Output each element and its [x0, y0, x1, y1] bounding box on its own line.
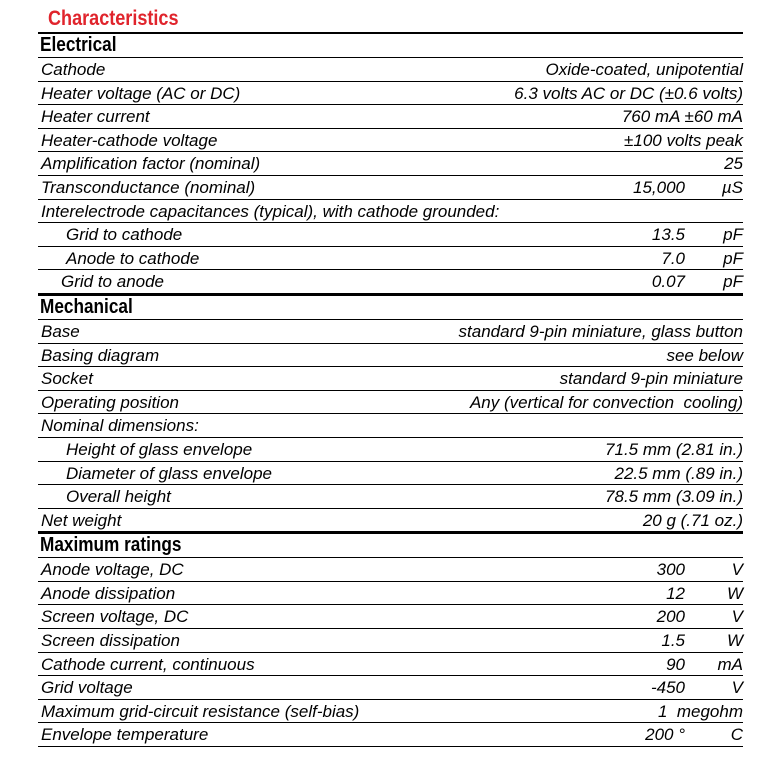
spec-row-height-glass-envelope: [38, 438, 743, 462]
characteristics-sheet: [38, 6, 743, 747]
spec-unit: W: [726, 631, 743, 651]
spec-row-anode-to-cathode: [38, 247, 743, 271]
spec-unit: V: [731, 560, 743, 580]
spec-value: 71.5 mm (2.81 in.): [605, 439, 743, 459]
spec-label: Basing diagram: [41, 345, 160, 365]
spec-label: Screen voltage, DC: [41, 607, 189, 627]
spec-label: Grid to cathode: [66, 225, 183, 245]
spec-label: Operating position: [41, 392, 179, 412]
spec-number: -450: [650, 678, 685, 698]
section-heading-mechanical-text: Mechanical: [40, 295, 133, 318]
spec-label: Cathode current, continuous: [41, 654, 255, 674]
spec-label: Height of glass envelope: [66, 439, 253, 459]
spec-value: 25: [724, 154, 743, 174]
spec-unit: µS: [721, 177, 743, 197]
spec-row-grid-to-cathode: [38, 223, 743, 247]
spec-row-transconductance: [38, 176, 743, 200]
spec-label: Maximum grid-circuit resistance (self-bias): [41, 701, 360, 721]
spec-row-grid-to-anode: [38, 270, 743, 294]
spec-label: Heater current: [41, 107, 150, 127]
spec-label: Net weight: [41, 510, 122, 530]
spec-value: see below: [666, 345, 743, 365]
spec-row-heater-cathode-voltage: [38, 129, 743, 153]
spec-value: 6.3 volts AC or DC (±0.6 volts): [514, 83, 743, 103]
spec-label: Transconductance (nominal): [41, 177, 256, 197]
page-title: Characteristics: [48, 7, 179, 30]
spec-value: 20 g (.71 oz.): [642, 510, 743, 530]
spec-number: 200: [656, 607, 685, 627]
spec-row-heater-voltage: [38, 82, 743, 106]
spec-label: Socket: [41, 369, 93, 389]
spec-label: Nominal dimensions:: [41, 416, 199, 436]
spec-row-anode-dissipation: [38, 582, 743, 606]
spec-row-cathode: [38, 58, 743, 82]
section-heading-mechanical: [38, 294, 743, 320]
spec-label: Screen dissipation: [41, 631, 180, 651]
spec-label: Anode voltage, DC: [41, 560, 184, 580]
spec-row-grid-voltage: [38, 676, 743, 700]
spec-label: Interelectrode capacitances (typical), with cathode grounded:: [41, 201, 500, 221]
spec-row-basing-diagram: [38, 344, 743, 368]
spec-unit: mA: [717, 654, 743, 674]
spec-row-heater-current: [38, 105, 743, 129]
spec-unit: V: [731, 607, 743, 627]
spec-row-cathode-current: [38, 653, 743, 677]
spec-row-interelectrode-capacitances: [38, 200, 743, 224]
spec-value: Oxide-coated, unipotential: [545, 60, 743, 79]
spec-value: Any (vertical for convection cooling): [469, 392, 743, 412]
spec-unit: pF: [723, 272, 743, 292]
spec-number: 15,000: [633, 177, 685, 197]
spec-value: 78.5 mm (3.09 in.): [605, 487, 743, 507]
spec-row-overall-height: [38, 485, 743, 509]
spec-label: Envelope temperature: [41, 725, 209, 745]
spec-value: 1 megohm: [657, 701, 743, 721]
spec-row-socket: [38, 367, 743, 391]
spec-value: standard 9-pin miniature: [559, 369, 743, 389]
spec-value: 760 mA ±60 mA: [621, 107, 743, 127]
spec-label: Grid voltage: [41, 678, 133, 698]
spec-number: 0.07: [651, 272, 685, 292]
section-heading-electrical-text: Electrical: [40, 34, 117, 56]
spec-unit: C: [730, 725, 743, 745]
spec-row-envelope-temperature: [38, 723, 743, 747]
spec-label: Heater voltage (AC or DC): [41, 83, 241, 103]
spec-number: 90: [666, 654, 685, 674]
spec-unit: pF: [723, 248, 743, 268]
spec-row-screen-voltage: [38, 605, 743, 629]
spec-number: 300: [656, 560, 685, 580]
spec-value: standard 9-pin miniature, glass button: [458, 321, 743, 341]
section-heading-maximum-ratings-text: Maximum ratings: [40, 534, 182, 557]
spec-value: 22.5 mm (.89 in.): [614, 463, 743, 483]
section-heading-maximum-ratings: [38, 532, 743, 558]
spec-label: Cathode: [41, 60, 106, 79]
spec-row-operating-position: [38, 391, 743, 415]
spec-row-anode-voltage: [38, 558, 743, 582]
spec-label: Grid to anode: [61, 272, 165, 292]
spec-row-diameter-glass-envelope: [38, 462, 743, 486]
spec-row-base: [38, 320, 743, 344]
spec-label: Diameter of glass envelope: [66, 463, 273, 483]
spec-label: Heater-cathode voltage: [41, 130, 218, 150]
spec-label: Base: [41, 321, 80, 341]
spec-label: Overall height: [66, 487, 171, 507]
spec-row-amplification-factor: [38, 152, 743, 176]
spec-unit: V: [731, 678, 743, 698]
spec-row-max-grid-circuit-resistance: [38, 700, 743, 724]
spec-number: 1.5: [661, 631, 685, 651]
spec-row-nominal-dimensions: [38, 414, 743, 438]
spec-value: ±100 volts peak: [624, 130, 743, 150]
spec-number: 12: [666, 583, 685, 603]
spec-row-screen-dissipation: [38, 629, 743, 653]
spec-unit: pF: [723, 225, 743, 245]
spec-label: Amplification factor (nominal): [41, 154, 261, 174]
spec-label: Anode dissipation: [41, 583, 176, 603]
spec-label: Anode to cathode: [66, 248, 200, 268]
spec-number: 7.0: [661, 248, 685, 268]
spec-row-net-weight: [38, 509, 743, 533]
spec-unit: W: [726, 583, 743, 603]
section-heading-electrical: [38, 32, 743, 58]
spec-number: 13.5: [651, 225, 685, 245]
spec-number: 200 °: [645, 725, 685, 745]
